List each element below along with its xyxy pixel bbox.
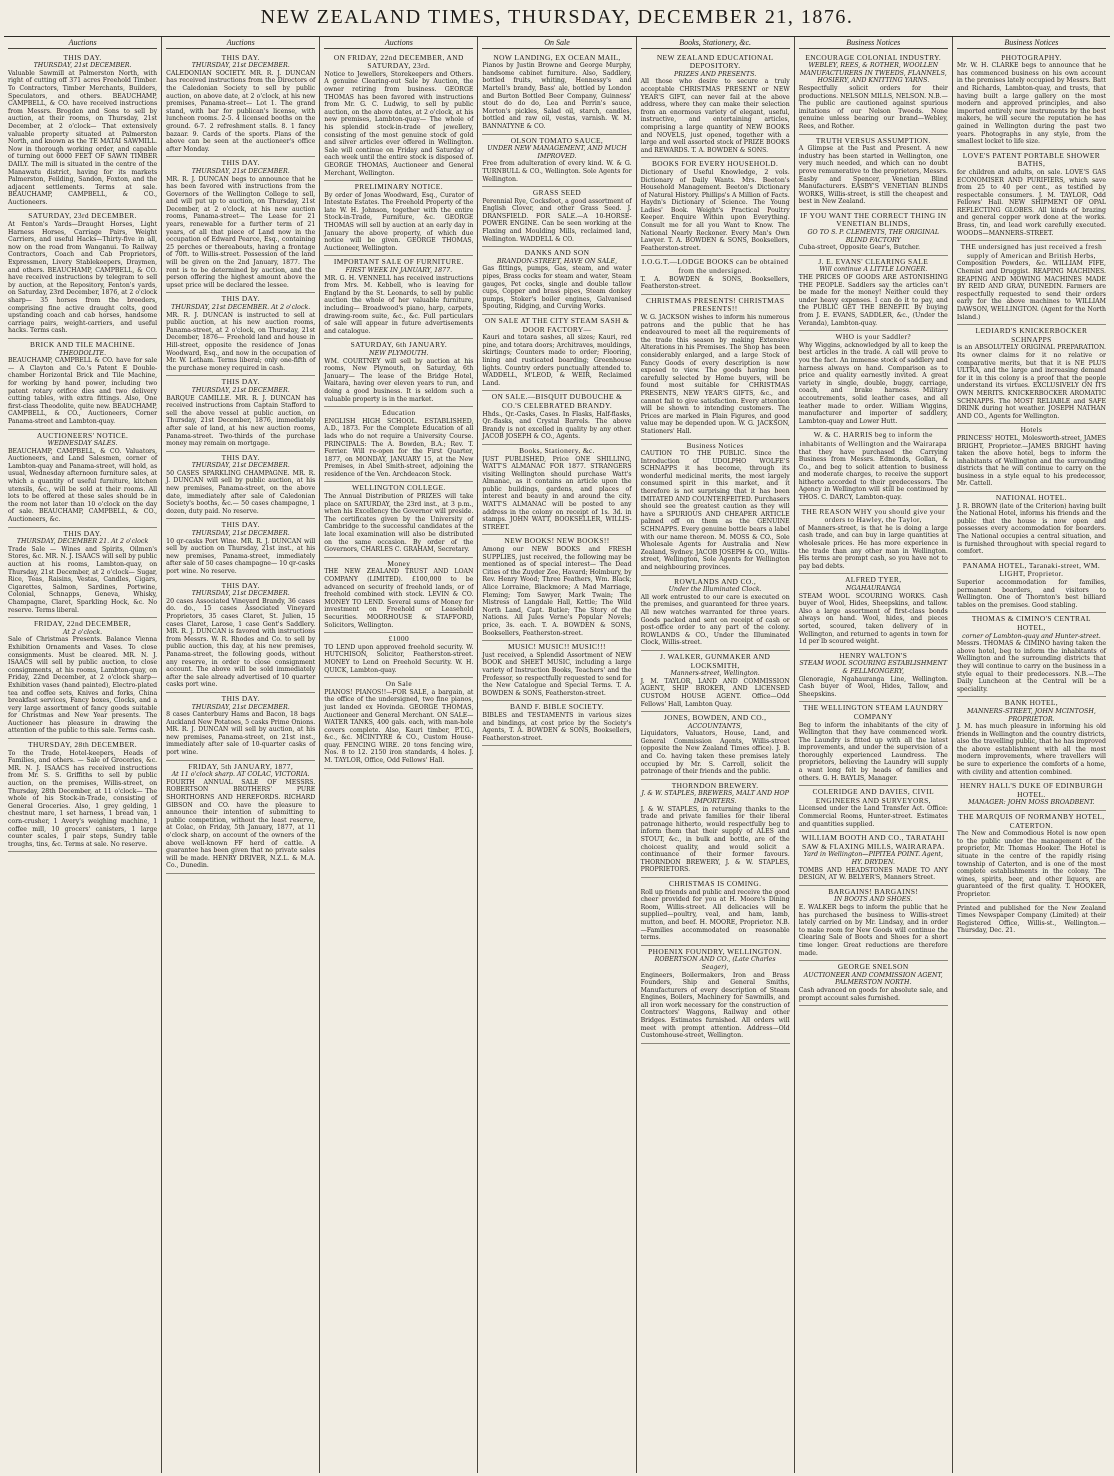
advertisement	[957, 560, 1106, 614]
ad-body: Hhds., Qr.-Casks, Cases. In Flasks, Half-flasks, Qr.-flasks, and Crystal Barrels. The above Brandy is not excelled in quality by any other. JACOB JOSEPH & CO., Agents.	[482, 410, 632, 441]
ad-heading: THIS DAY.	[63, 52, 102, 62]
ad-subheading: THURSDAY, 21st DECEMBER.	[191, 590, 290, 598]
ad-subheading: WEBLEY, REES, & ROTHER, WOOLLEN MANUFACTURERS IN TWEEDS, FLANNELS, HOSIERY, AND KNITTING YARNS.	[799, 62, 947, 85]
ad-body: MR. G. H. VENNELL has received instructions from Mrs. M. Kebbell, who is leaving for England by the St. Leonards, to sell by public auction the whole of her valuable furniture, including— Broadwood's piano, harp, carpets, drawing-room suite, &c., &c. Full particulars of sale will appear in future advertisements and catalogue.	[324, 274, 474, 335]
advertisement	[799, 256, 948, 331]
ad-body: ENGLISH HIGH SCHOOL. ESTABLISHED, A.D., 1873. For the Complete Education of all lads who do not require a University Course. PRINCIPALS: The A. Bowden, B.A.; Rev. T. Ferrier. Will re-open for the First Quarter, 1877, on MONDAY, JANUARY 15, at the New Premises, in Abel Smith-street, adjoining the residence of the Ven. Archdeacon Stock.	[324, 417, 474, 478]
ad-body: STEAM WOOL SCOURING WORKS. Cash buyer of Wool, Hides, Sheepskins, and tallow. Also a large assortment of first-class bonds always on hand. Wool, hides, and pieces sorted, scoured, taken delivery of in Wellington, and returned to agents in town for 1d per lb scoured weight.	[798, 592, 948, 646]
ad-heading: WILLIAM BOOTH AND CO., TARATAHI SAW & FLAXING MILLS, WAIRARAPA.	[801, 833, 945, 851]
ad-subheading: MANNERS-STREET, JOHN MCINTOSH, PROPRIETOR.	[966, 707, 1096, 723]
column-heading: Books, Stationery, &c.	[641, 39, 790, 49]
ad-subheading: BRANDON-STREET, HAVE ON SALE,	[496, 257, 618, 265]
advertisement	[799, 331, 948, 429]
ad-body: By order of Jonas Woodward, Esq., Curator of Intestate Estates. The Freehold Property of the late W. H. Johnson, together with the entire Stock-in-Trade, Furniture, &c. GEORGE THOMAS will sell by auction at an early day in January the above property, of which due notice will be given. GEORGE THOMAS, Auctioneer, Wellington.	[324, 191, 474, 252]
ad-heading: J. E. EVANS' CLEARING SALE	[818, 256, 929, 266]
advertisement	[324, 633, 473, 678]
ad-body: is an ABSOLUTELY ORIGINAL PREPARATION. Its owner claims for it no relative or comparative merits, but that it is NE PLUS ULTRA, and the large and increasing demand for it in this colony is a proof that the people understand its virtues. EXCLUSIVELY ON ITS OWN MERITS. KNICKERBOCKER AROMATIC SCHNAPPS. The MOST RELIABLE and SAFE DRINK during hot weather. JOSEPH NATHAN AND CO., Agents for Wellington.	[956, 344, 1106, 420]
advertisement	[324, 407, 473, 482]
ad-body: Respectfully solicit orders for their productions. NELSON MILLS, NELSON. N.B.—The public are cautioned against spurious imitations of our Nelson Tweeds. None genuine unless bearing our brand—Webley, Rees, and Rother.	[798, 84, 948, 130]
ad-body: Pianos by Justin Browne and George Murphy, handsome cabinet furniture. Also, Saddlery, bottled fruits, whiting, Hennessy's and Martell's brandy, Bass' ale, bottled by London and Burton Bottled Beer Company, Guinness' stout do do do, Lea and Perrin's sauce, Morton's pickles, Salad oil, starch, candles, bottled and raw oil, vestas, varnish. W. M. BANNATYNE & CO.	[482, 62, 632, 130]
ad-subheading: THURSDAY, 21st DECEMBER.	[191, 530, 290, 538]
advertisement	[641, 946, 790, 1044]
ad-heading: ON SALE.—BISQUIT DUBOUCHE & CO.'S CELEBRATED BRANDY.	[491, 392, 623, 410]
ad-heading: THIS DAY.	[221, 580, 260, 590]
ad-subheading: MANAGER: JOHN MOSS BROADBENT.	[968, 799, 1095, 807]
ad-body: J. M. has much pleasure in informing his old friends in Wellington and the country districts, also the travelling public, that he has improved the above establishment with all the most modern improvements, where travellers will be sure to experience the comforts of a home, with civility and attention combined.	[956, 723, 1106, 776]
ad-heading: GRASS SEED	[532, 188, 582, 198]
ad-subheading: AUCTIONEER AND COMMISSION AGENT, PALMERSTON NORTH.	[803, 971, 943, 987]
ad-subheading: THURSDAY, 21st DECEMBER.	[191, 167, 290, 175]
advertisement	[482, 445, 631, 536]
ad-body: 10 qr-casks Port Wine. MR. R. J. DUNCAN will sell by auction on Thursday, 21st inst., at his new premises, Panama-street, immediately after sale of 50 cases champagne— 10 qr-casks port wine. No reserve.	[166, 537, 316, 575]
ad-subheading: WEDNESDAY SALES.	[47, 440, 118, 448]
ad-body: Valuable Sawmill at Palmerston North, with right of cutting off 371 acres Freehold Timber. To Contractors, Timber Merchants, Builders, Speculators, and others. BEAUCHAMP, CAMPBELL, & CO. have received instructions from Messrs. Brogden and Sons to sell by auction, at their rooms, on Thursday, 21st December, at 2 o'clock— That extensively valuable property situated at Palmerston North, and known as the TE MATAI SAWMILL. Now in thorough working order, and capable of turning out 6000 FEET OF SAWN TIMBER DAILY. The mill is situated in the centre of the Manawatu district, having for its markets Palmerston, Feilding, Sandon, Foxton, and the adjacent settlements. Terms at sale. BEAUCHAMP, CAMPBELL, & CO., Auctioneers.	[8, 69, 158, 206]
ad-heading: THOMAS & CIMINO'S CENTRAL HOTEL,	[971, 614, 1091, 632]
ad-heading: THE REASON WHY you should give your orders to Hawley, the Taylor,	[801, 506, 945, 525]
advertisement	[641, 52, 790, 159]
ad-heading: THIS DAY.	[221, 520, 260, 530]
ad-heading: Books, Stationery, &c.	[519, 445, 595, 455]
ad-body: BEAUCHAMP, CAMPBELL & CO. have for sale— A Clayton and Co.'s Patent E Double-chamber Horizontal Brick and Tile Machine, for working by hand power, including two patent rotary orifice dies and two delivery cutting tables, with extra fittings. Also, One first-class Theodolite, quite new. BEAUCHAMP, CAMPBELL, & CO., Auctioneers, Corner Panama-street and Lambton-quay.	[8, 357, 158, 425]
ad-heading: THIS DAY.	[221, 52, 260, 62]
advertisement	[799, 650, 948, 703]
ad-heading: NATIONAL HOTEL.	[995, 493, 1067, 503]
ad-heading: THURSDAY, 28th DECEMBER.	[28, 740, 138, 750]
advertisement	[324, 678, 473, 769]
ad-body: E. WALKER begs to inform the public that he has purchased the business to Willis-street lately carried on by Mr. Lindsay, and in order to make room for New Goods will continue the Clearing Sale of Boots and Shoes for a short time longer. Great reductions are therefore made.	[798, 903, 948, 957]
ad-heading: MUSIC! MUSIC!! MUSIC!!!	[508, 642, 606, 652]
ad-heading: THORNDON BREWERY.	[671, 780, 759, 790]
ad-heading: LEDIARD'S KNICKERBOCKER SCHNAPPS	[975, 326, 1088, 344]
ad-heading: BOOKS FOR EVERY HOUSEHOLD.	[651, 159, 779, 169]
ad-subheading: STEAM WOOL SCOURING ESTABLISHMENT & FELLMONGERY,	[799, 660, 948, 675]
ad-heading: PHOTOGRAPHY.	[1001, 52, 1062, 62]
advertisement	[482, 247, 631, 315]
column	[319, 37, 477, 1473]
column	[794, 37, 952, 1473]
ad-body: Beg to inform the inhabitants of the city of Wellington that they have commenced work. The Laundry is fitted up with all the latest improvements, and under the supervision of a thoroughly experienced Laundress. The proprietors, believing the Laundry will supply a want long felt by heads of families and others. G. H. BAYLIS, Manager.	[798, 721, 948, 782]
ad-body: Messrs. THOMAS & CIMINO having taken the above hotel, beg to inform the inhabitants of Wellington and the surrounding districts that they will continue to carry on the business in a style equal to their predecessors. N.B.—The Daily Luncheon at the Central will be a speciality.	[956, 640, 1106, 693]
advertisement	[799, 429, 948, 505]
ad-body: MR. R. J. DUNCAN is instructed to sell at public auction, at his new auction rooms, Panama-street, at 2 o'clock, on Thursday, 21st December, 1876— Freehold land and house in Hill-street, opposite the residence of Jonas Woodward, Esq., and now in the occupation of Mr. W. Letham. Terms liberal; only one-fifth of the purchase money required in cash.	[166, 311, 316, 372]
ad-subheading: THEODOLITE.	[59, 349, 107, 357]
column-heading: Business Notices	[799, 39, 948, 49]
ad-subheading: Yard in Wellington—PIPITEA POINT. Agent, HY. DRYDEN.	[803, 851, 943, 866]
advertisement	[482, 535, 631, 641]
ad-subheading: NEW PLYMOUTH.	[369, 349, 429, 357]
ad-heading: THIS DAY.	[221, 377, 260, 387]
ad-heading: THIS DAY.	[221, 158, 260, 168]
advertisement	[641, 576, 790, 651]
ad-heading: BANK HOTEL,	[1004, 698, 1059, 708]
ad-heading: DANKS AND SON	[524, 248, 590, 258]
ad-subheading: At 2 o'clock.	[62, 628, 103, 636]
ad-body: At Fenton's Yards—Draught Horses, Light Harness Horses, Carriage Pairs, Weight Carriers, and useful Hacks—Thirty-five in all, now on the road from Wanganui. To Railway Contractors, Coach and Cab Proprietors, Expressmen, Livery Stablekeepers, Draymen, and others. BEAUCHAMP, CAMPBELL, & CO. have received instructions by telegram to sell by auction, at the Repository, Fenton's yards, on Saturday, 23rd December, 1876, at 2 o'clock sharp— 35 horses from the breeders, comprising fine active draught colts, good upstanding coach and cab horses, handsome carriage pairs, weight-carriers, and useful hacks. Terms cash.	[8, 221, 158, 335]
ad-heading: W. & C. HARRIS beg to inform the inhabitants of Wellington and the Wairarapa	[799, 430, 947, 448]
advertisement	[8, 739, 157, 852]
advertisement	[641, 440, 790, 576]
column-heading: Auctions	[8, 39, 157, 49]
advertisement	[957, 780, 1106, 811]
ad-heading: J. WALKER, GUNMAKER AND LOCKSMITH,	[659, 651, 771, 670]
advertisement	[957, 424, 1106, 492]
ad-subheading: Will continue A LITTLE LONGER.	[819, 266, 928, 274]
advertisement	[8, 52, 157, 211]
ad-body: WM. COURTNEY will sell by auction at his rooms, New Plymouth, on Saturday, 6th January— The lease of the Bridge Hotel, Waitara, having over eleven years to run, and doing a good business. It is seldom such a valuable property is in the market.	[324, 357, 474, 403]
advertisement	[957, 811, 1106, 903]
advertisement	[482, 701, 631, 746]
advertisement	[166, 693, 315, 761]
ad-subheading: THURSDAY, 21st DECEMBER. At 2 o'clock.	[171, 304, 311, 311]
ad-heading: AUCTIONEERS' NOTICE.	[36, 430, 129, 440]
column	[636, 37, 794, 1473]
advertisement	[482, 135, 631, 188]
ad-heading: THIS DAY.	[221, 693, 260, 703]
advertisement	[324, 339, 473, 407]
advertisement	[957, 492, 1106, 560]
advertisement	[8, 430, 157, 528]
ad-heading: Education	[382, 408, 416, 418]
ad-body: All those who desire to secure a truly acceptable CHRISTMAS PRESENT or NEW YEAR'S GIFT, can never fail at the above address, where they can make their selection from an enormous variety of elegant, useful, instructive, and entertaining articles, comprising a large quantity of NEW BOOKS and NOVELS, just opened, together with a large and well assorted stock of PRIZE BOOKS and REWARDS. T. A. BOWDEN & SONS.	[640, 78, 790, 154]
ad-subheading: UNDER NEW MANAGEMENT, AND MUCH IMPROVED.	[487, 145, 627, 160]
ad-heading: BARGAINS! BARGAINS!	[828, 886, 919, 896]
advertisement	[957, 903, 1106, 939]
ad-body: TO LEND upon approved freehold security. W. HUTCHISON, Solicitor, Featherston-street. MONEY to Lend on Freehold Security. W. H. QUICK, Lambton-quay.	[324, 643, 474, 674]
ad-body: Superior accommodation for families, permanent boarders, and visitors to Wellington. One of Thornton's best billiard tables on the premises. Good stabling.	[956, 579, 1106, 609]
ad-body: Printed and published for the New Zealand Times Newspaper Company (Limited) at their Registered Office, Willis-st., Wellington.—Thursday, Dec. 21.	[956, 904, 1106, 935]
ad-heading: HENRY WALTON'S	[839, 650, 908, 660]
ad-subheading: J. & W. STAPLES, BREWERS, MALT AND HOP IMPORTERS.	[641, 790, 789, 806]
ad-body: J. M. TAYLOR, LAND AND COMMISSION AGENT, SHIP BROKER, AND LICENSED CUSTOM HOUSE AGENT. Office—Odd Fellows' Hall, Lambton Quay.	[640, 677, 790, 708]
ad-heading: CHRISTMAS PRESENTS! CHRISTMAS PRESENTS!!	[645, 295, 785, 314]
ad-subheading: THURSDAY, DECEMBER 21. At 2 o'clock	[16, 538, 149, 546]
ad-subheading: corner of Lambton-quay and Hunter-street.	[962, 632, 1101, 640]
advertisement	[641, 712, 790, 780]
ad-heading: £1000	[388, 634, 410, 644]
column-heading: On Sale	[482, 39, 631, 49]
ad-heading: FRIDAY, 22nd DECEMBER,	[34, 619, 132, 629]
advertisement	[957, 241, 1106, 325]
ad-subheading: Manners-street, Wellington.	[670, 670, 760, 678]
ad-body: W. G. JACKSON wishes to inform his numerous patrons and the public that he has endeavoured to meet all the requirements of the trade this season by making Extensive Alterations in his Premises. The Shop has been considerably enlarged, and a large Stock of Fancy Goods of every description is now exposed to view. The goods having been carefully selected by Home buyers, will be found most suitable for CHRISTMAS PRESENTS, NEW YEAR'S GIFTS, &c., and cannot fail to give satisfaction. Every attention will be shown to intending customers. The Prices are marked in Plain Figures, and good value may be depended upon. W. G. JACKSON, Stationers' Hall.	[640, 314, 790, 435]
advertisement	[799, 210, 948, 256]
page-columns	[4, 36, 1110, 1473]
ad-subheading: FIRST WEEK IN JANUARY, 1877.	[345, 267, 453, 275]
column-heading: Auctions	[324, 39, 473, 49]
ad-heading: THE MARQUIS OF NORMANBY HOTEL, CATERTON.	[958, 812, 1105, 830]
ad-heading: JONES, BOWDEN, AND CO.,	[663, 713, 767, 723]
advertisement	[166, 376, 315, 451]
column	[477, 37, 635, 1473]
ad-body: Liquidators, Valuators, House, Land, and General Commission Agents, Willis-street (opposite the New Zealand Times office). J. B. and Co. having taken these premises lately occupied by Mr. S. Carroll, solicit the patronage of their friends and the public.	[640, 730, 790, 776]
ad-heading: THIS DAY.	[221, 452, 260, 462]
advertisement	[641, 295, 790, 440]
ad-heading: I.O.G.T.—LODGE BOOKS can be obtained from the undersigned.	[641, 257, 789, 276]
advertisement	[482, 391, 631, 445]
ad-body: Perennial Rye, Cocksfoot, a good assortment of English Clover, and other Grass Seed. J. DRANSFIELD. FOR SALE.—A 10-HORSE-POWER ENGINE. Can be seen working at the Flaxing and Moulding Mills, reclaimed land, Wellington. WADDELL & CO.	[482, 197, 632, 243]
advertisement	[482, 52, 631, 135]
ad-body: Notice to Jewellers, Storekeepers and Others. A genuine Clearing-out Sale by Auction, the owner retiring from business. GEORGE THOMAS has been favored with instructions from Mr. G. C. Ludwig, to sell by public auction, on the above dates, at 2 o'clock, at his new premises, Lambton-quay— The whole of his splendid stock-in-trade of jewellery, consisting of the most genuine stock of gold and silver articles ever offered in Wellington. Sale will continue on Friday and Saturday of each week until the entire stock is disposed of. GEORGE THOMAS, Auctioneer and General Merchant, Wellington.	[324, 70, 474, 177]
advertisement	[166, 52, 315, 158]
advertisement	[799, 506, 948, 575]
masthead	[0, 0, 1114, 34]
advertisement	[957, 52, 1106, 150]
ad-heading: SATURDAY, 6th JANUARY.	[350, 340, 448, 350]
ad-subheading: NGAHAURANGA	[845, 585, 901, 592]
column-heading: Auctions	[166, 39, 315, 49]
advertisement	[641, 780, 790, 878]
ad-body: J. & W. STAPLES, in returning thanks to the trade and private families for their liberal patronage hitherto, would respectfully beg to inform them that their supply of ALES and STOUT, &c., in bulk and bottle, are of the choicest quality, and would solicit a continuance of their former favours. THORNDON BREWERY, J. & W. STAPLES, PROPRIETORS.	[640, 805, 790, 874]
ad-body: 20 cases Associated Vineyard Brandy, 36 cases do. do., 15 cases Associated Vineyard Proprietors, 35 cases Claret, St. Julien, 15 cases Claret, Larose, 1 case Gent's Saddlery. MR. R. J. DUNCAN is favored with instructions from Messrs. W. R. Rhodes and Co. to sell by public auction, this day, at his new premises, Panama-street, the following goods, without any reserve, in order to close consignment account. The above will be sold immediately after the sale already advertised of 10 quarter casks port wine.	[166, 597, 316, 689]
advertisement	[482, 187, 631, 247]
ad-body: PRINCESS' HOTEL, Molesworth-street, JAMES BRIGHT, Proprietor.—JAMES BRIGHT having taken the above hotel, begs to inform the inhabitants of Wellington and the surrounding districts that he will continue to carry on the business in a style equal to his predecessor, Mr. Cattell.	[956, 434, 1106, 488]
ad-subheading: THURSDAY, 21st DECEMBER.	[191, 462, 290, 470]
ad-body: TOMBS AND HEADSTONES MADE TO ANY DESIGN, AT W. BELYER'S, Manners Street.	[798, 866, 948, 882]
advertisement	[324, 256, 473, 339]
ad-body: Licensed under the Land Transfer Act. Office: Commercial Rooms, Hunter-street. Estimates and quantities supplied.	[798, 805, 948, 828]
ad-body: Cuba-street, Opposite Gear's, Butcher.	[798, 244, 920, 252]
advertisement	[8, 528, 157, 619]
ad-body: MR. R. J. DUNCAN begs to announce that he has been favored with instructions from the Governors of the Wellington College to sell, and will put up to auction, on Thursday, 21st December, at 2 o'clock, at his new auction rooms, Panama-street— The Lease for 21 years, renewable for a further term of 21 years, of all that piece of Land now in the occupation of Edward Pearce, Esq., containing 25 perches or thereabouts, having a frontage of 70ft. to Willis-street. Possession of the land will be given on the 2nd January, 1877. The rent is to be determined by auction, and the person offering the highest amount above the upset price will be declared the lessee.	[166, 175, 316, 289]
ad-heading: SATURDAY, 23rd DECEMBER.	[28, 211, 137, 221]
ad-heading: THE undersigned has just received a fresh supply of American and British Herbs,	[960, 242, 1103, 260]
advertisement	[166, 580, 315, 693]
ad-subheading: THURSDAY, 21st DECEMBER.	[33, 62, 132, 70]
ad-body: J. R. BROWN (late of the Criterion) having built the National Hotel, informs his friends and the public that the house is now open and possesses every accommodation for boarders. The National occupies a central situation, and is furnished throughout with special regard to comfort.	[956, 502, 1106, 556]
ad-body: Mr. W. H. CLARKE begs to announce that he has commenced business on his own account in the premises lately occupied by Messrs. Batt and Richards, Lambton-quay, and trusts, that having built a large gallery on the most modern and approved principles, and also imported entirely new instruments by the best makers, he will secure the reputation he has gained in Wellington during the past two years. Photographs in any style, from the smallest locket to life size.	[956, 62, 1106, 146]
advertisement	[482, 315, 631, 391]
advertisement	[166, 519, 315, 579]
ad-body: Dictionary of Useful Knowledge, 2 vols. Dictionary of Daily Wants. Mrs. Beeton's Household Management. Beeton's Dictionary of Natural History. Phillips's A Million of Facts. Haydn's Dictionary of Science. The Young Ladies' Book. Weight's Practical Poultry Keeper. Enquire Within upon Everything. Consult me for all you Want to Know. The National Nearly Reckoner. Every Man's Own Lawyer. T. A. BOWDEN & SONS, Booksellers, Featherston-street.	[640, 168, 790, 252]
advertisement	[8, 339, 157, 430]
advertisement	[166, 761, 315, 874]
advertisement	[324, 482, 473, 557]
ad-heading: TRUTH VERSUS ASSUMPTION.	[815, 135, 931, 145]
ad-heading: IMPORTANT SALE OF FURNITURE.	[333, 257, 464, 267]
column-heading: Business Notices	[957, 39, 1106, 49]
ad-body: Gas fittings, pumps, Gas, steam, and water pipes, Brass cocks for steam and water, Steam gauges, Pet cocks, single and double tallow cups, Copper and brass pipes, Steam donkey pumps, Stoker's boiler engines, Galvanised Spouting, Ridging, and Curving Works.	[482, 265, 632, 311]
ad-heading: THIS DAY.	[221, 294, 260, 304]
advertisement	[799, 52, 948, 135]
ad-heading: IF YOU WANT THE CORRECT THING IN VENETIAN BLINDS,	[800, 210, 947, 229]
ad-body: Trade Sale — Wines and Spirits, Oilmen's Stores, &c. MR. N. J. ISAACS will sell by public auction at his rooms, Lambton-quay, on Thursday, 21st December, at 2 o'clock— Sugar, Rice, Teas, Raisins, Vestas, Candles, Cigars, Cigarettes, Salmon, Sardines, Portwine, Colonial, Schnapps, Geneva, Whisky, Champagne, Claret, Sparkling Hock, &c. No reserve. Terms liberal.	[8, 545, 158, 614]
ad-subheading: ROBERTSON AND CO., (Late Charles Seager),	[654, 956, 776, 971]
advertisement	[799, 702, 948, 786]
ad-subheading: At 11 o'clock sharp. AT COLAC, VICTORIA.	[171, 771, 310, 779]
ad-body: 8 cases Canterbury Hams and Bacon, 18 bags Auckland New Potatoes, 5 casks Prime Onions. MR. R. J. DUNCAN will sell by auction, at his new premises, Panama-street, on 21st inst., immediately after sale of 10-quarter casks of port wine.	[166, 711, 316, 757]
ad-heading: PRELIMINARY NOTICE.	[354, 182, 443, 192]
ad-heading: ENCOURAGE COLONIAL INDUSTRY.	[805, 52, 942, 62]
advertisement	[8, 618, 157, 739]
ad-body: FOURTH ANNUAL SALE OF MESSRS. ROBERTSON BROTHERS' PURE SHORTHORNS AND HEREFORDS. RICHARD GIBSON and CO. have the pleasure to announce their intention of submitting to public competition, without the least reserve, at Colac, on Friday, 5th January, 1877, at 11 o'clock sharp, on account of the owners of the above well-known FF herd of cattle. A guarantee has been given that no private sales will be made. HENRY DRIVER, N.Z.L. & M.A. Co., Dunedin.	[166, 778, 316, 870]
ad-heading: HENRY HALL'S DUKE OF EDINBURGH HOTEL.	[960, 781, 1103, 799]
ad-body: BARQUE CAMILLE. MR. R. J. DUNCAN has received instructions from Captain Stafford to sell the above vessel at public auction, on Thursday, 21st December, 1876, immediately after sale of land, at his new auction rooms, Panama-street. Two-thirds of the purchase money may remain on mortgage.	[166, 394, 316, 448]
ad-body: All work entrusted to our care is executed on the premises, and guaranteed for three years. All new watches warranted for three years. Goods packed and sent on receipt of cash or post-office order to any part of the colony. ROWLANDS & CO., Under the Illuminated Clock, Willis-street.	[640, 593, 790, 647]
column	[161, 37, 319, 1473]
ad-heading: ON SALE AT THE CITY STEAM SASH & DOOR FACTORY—	[484, 316, 630, 334]
ad-heading: ON FRIDAY, 22nd DECEMBER, AND SATURDAY, 23rd.	[333, 52, 464, 71]
ad-body: for children and adults, on sale. LOVE'S GAS ECONOMISER AND PURIFIERS, which save from 25 to 40 per cent., as testified by respectable consumers. J. M. TAYLOR, Odd Fellows' Hall. NEW SHIPMENT OF OPAL REFLECTING GLOBES. All kinds of brazing and general copper work done at the works. Brass, tin, and lead work carefully executed. WOODS—MANNERS-STREET.	[956, 168, 1106, 237]
ad-heading: FRIDAY, 5th JANUARY, 1877,	[188, 761, 294, 771]
ad-heading: LOVE'S PATENT PORTABLE SHOWER BATHS,	[962, 150, 1101, 169]
ad-heading: COLERIDGE AND DAVIES, CIVIL ENGINEERS AND SURVEYORS,	[812, 787, 935, 805]
ad-subheading: Under the Illuminated Clock.	[668, 586, 762, 594]
ad-heading: On Sale	[385, 679, 413, 689]
advertisement	[324, 181, 473, 256]
ad-heading: BRICK AND TILE MACHINE.	[30, 339, 136, 349]
ad-body: CAUTION TO THE PUBLIC. Since the Introduction of UDOLPHO WOLFE'S SCHNAPPS it has become, through its wonderful medicinal merits, the most largely consumed spirit in this market, and it therefore is not surprising that it has been IMITATED AND COUNTERFEITED. Purchasers should see the greatest caution as they will have a SPURIOUS AND CHEAPER ARTICLE palmed off on them as the GENUINE SCHNAPPS. Every genuine bottle bears a label with our name thereon. M. MOSS & CO., Sole Wholesale Agents for Australia and New Zealand, Sydney. JACOB JOSEPH & CO., Willis-street, Wellington, Sole Agents for Wellington and neighbouring provinces.	[640, 450, 790, 571]
ad-body: Just received, a Splendid Assortment of NEW BOOK and SHEET MUSIC, including a large variety of Instruction Books, Teachers' and the Professor, so respectfully requested to send for the New Catalogue and Special Terms. T. A. BOWDEN & SONS, Featherston-street.	[482, 651, 632, 697]
ad-body: Kauri and totara sashes, all sizes; Kauri, red pine, and totara doors; Architraves, mouldings, skirtings; Counters made to order; Flooring, lining and rusticated boarding; Greenhouse lights. Country orders punctually attended to. WADDELL, M'LEOD, & WEIR, Reclaimed Land.	[482, 334, 632, 387]
advertisement	[957, 613, 1106, 697]
ad-heading: THIS DAY.	[63, 528, 102, 538]
advertisement	[8, 210, 157, 339]
ad-body: PIANOS! PIANOS!!—FOR SALE, a bargain, at the office of the undersigned, two fine pianos, just landed ex Hovinda. GEORGE THOMAS, Auctioneer and General Merchant. ON SALE—WATER TANKS, 400 gals. each, with man-hole covers complete. Also, Kauri timber, P.T.G., &c., &c. MCINTYRE & CO., Custom House-quay. FENCING WIRE. 20 tons fencing wire, Nos. 8 to 12. 2150 iron standards, 4 holes. J. M. TAYLOR, Office, Odd Fellows' Hall.	[324, 688, 474, 765]
ad-heading: NOW LANDING, EX OCEAN MAIL,	[493, 52, 621, 62]
advertisement	[166, 157, 315, 293]
advertisement	[957, 150, 1106, 242]
ad-heading: PANAMA HOTEL, Taranaki-street, WM. LIGHT, Proprietor.	[962, 560, 1101, 579]
advertisement	[799, 961, 948, 1006]
ad-body: Glenoragie, Ngahauranga Line, Wellington. Cash buyer of Wool, Hides, Tallow, and Sheepskins.	[798, 675, 948, 698]
ad-body: of Manners-street, is that he is doing a large cash trade, and can buy in large quantities at wholesale prices. He has more experience in the trade than any other man in Wellington. His terms are prompt cash, so you have not to pay bad debts.	[798, 524, 948, 570]
ad-body: To the Trade, Hotel-keepers, Heads of Families, and others. — Sale of Groceries, &c. MR. N. J. ISAACS has received instructions from Mr. S. S. Griffiths to sell by public auction, on the premises, Willis-street, on Thursday, 28th December, at 11 o'clock— The whole of his Stock-in-Trade, consisting of General Groceries. Also, 1 grey gelding, 1 chestnut mare, 1 set harness, 1 bread van, 1 corn-crusher, 1 Avery's weighing machine, 1 coffee mill, 10 grocers' canisters, 1 large counter scales, 1 pair steps, Sundry table troughs, tins, &c. Terms at sale. No reserve.	[8, 749, 158, 848]
ad-body: BIBLES and TESTAMENTS in various sizes and bindings, at cost price by the Society's Agents, T. A. BOWDEN & SONS, Booksellers, Featherston-street.	[482, 711, 632, 742]
ad-body: THE PRICES OF GOODS ARE ASTONISHING THE PEOPLE. Saddlers say the articles can't be made for the money! Neither could they under heavy expenses. I can do it to pay, and the PUBLIC GET THE BENEFIT. By buying from J. E. EVANS, SADDLER, &c., (Under the Veranda), Lambton-quay.	[798, 274, 948, 327]
ad-heading: BAND F. BIBLE SOCIETY.	[509, 702, 605, 712]
ad-heading: PHOENIX FOUNDRY, WELLINGTON.	[648, 946, 783, 956]
ad-subheading: GO TO S. P. CLEMENTS, THE ORIGINAL BLIND FACTORY	[807, 229, 940, 244]
ad-body: Sale of Christmas Presents. Balance Vienna Exhibition Ornaments and Vases. To close consignments. Must be cleared. MR. N. J. ISAACS will sell by public auction, to close consignments, at his rooms, Lambton-quay, on Friday, 22nd December, at 2 o'clock sharp— Exhibition vases (hand painted), Electro-plated tea and coffee sets, Knives and forks, China breakfast services, Fancy boxes, Clocks, and a very large assortment of fancy goods suitable for Christmas and New Year presents. The Auctioneer has pleasure in drawing the attention of the public to this sale. Terms cash.	[8, 636, 158, 735]
ad-heading: OLSON TOMATO SAUCE,	[510, 135, 604, 145]
advertisement	[641, 256, 790, 294]
ad-body: Why Wiggins, acknowledged by all to keep the best articles in the trade. A call will prove to you the fact. An immense stock of saddlery and harness always on hand. Comparison as to price and quality earnestly invited. A great variety in single, double, buggy, carriage, coach, and brake harness. Military accoutrements, solid leather cases, and all leather made to order. William Wiggins, manufacturer and importer of saddlery, Lambton-quay and Lower Hutt.	[798, 341, 948, 425]
advertisement	[799, 832, 948, 886]
advertisement	[799, 786, 948, 832]
ad-body: The Annual Distribution of PRIZES will take place on SATURDAY, the 23rd inst., at 3 p.m., when his Excellency the Governor will preside. The certificates given by the University of Cambridge to the successful candidates at the late local examination will also be distributed on the same occasion. By order of the Governors, CHARLES C. GRAHAM, Secretary.	[324, 493, 474, 554]
advertisement	[324, 558, 473, 633]
ad-body: BEAUCHAMP, CAMPBELL, & CO. Valuators, Auctioneers, and Land Salesmen, corner of Lambton-quay and Panama-street, will hold, as usual, Wednesday afternoon furniture sales, at which a quantity of useful furniture, kitchen utensils, &c., will be sold at their rooms. All lots to be offered at these sales should be in the room not later than 10 o'clock on the day of sale. BEAUCHAMP, CAMPBELL, & CO., Auctioneers, &c.	[8, 447, 158, 524]
ad-heading: ALFRED TYER,	[845, 575, 902, 585]
ad-body: The New and Commodious Hotel is now open to the public under the management of the proprietor, Mr. Thomas Hooker. The Hotel is situate in the centre of the rapidly rising township of Caterton, and is one of the most complete establishments in the colony. The wines, spirits, beer, and other liquors, are guaranteed of the first quality. T. HOOKER, Proprietor.	[956, 830, 1106, 898]
advertisement	[799, 574, 948, 649]
ad-subheading: THURSDAY, 21st DECEMBER.	[191, 62, 290, 70]
advertisement	[641, 158, 790, 256]
ad-heading: Business Notices	[686, 440, 744, 450]
ad-heading: Money	[387, 558, 411, 568]
advertisement	[641, 878, 790, 946]
ad-body: 50 CASES SPARKLING CHAMPAGNE. MR. R. J. DUNCAN will sell by public auction, at his new premises, Panama-street, on the above date, immediately after sale of Caledonian Society's booths, &c.— 50 cases champagne, 1 dozen, duty paid. No reserve.	[166, 469, 316, 515]
ad-body: that they have purchased the Carrying Business from Messrs. Edmonds, Gollan, & Co., and beg to solicit attention to business and moderate charges, to receive the support hitherto accorded to their predecessors. The Agency in Wellington will still be continued by THOS. C. DARCY, Lambton-quay.	[798, 448, 948, 502]
column	[952, 37, 1110, 1473]
advertisement	[166, 293, 315, 376]
ad-body: THE NEW ZEALAND TRUST AND LOAN COMPANY (LIMITED). £100,000 to be advanced on security of freehold lands, or of freehold combined with stock. LEVIN & CO. MONEY TO LEND. Several sums of Money for investment on Freehold or Leasehold Securities. MOORHOUSE & STAFFORD, Solicitors, Wellington.	[324, 568, 474, 629]
ad-body: Free from adulteration of every kind. W. & G. TURNBULL & CO., Wellington. Sole Agents for Wellington.	[482, 160, 632, 183]
advertisement	[324, 52, 473, 182]
ad-heading: NEW ZEALAND EDUCATIONAL DEPOSITORY.	[656, 52, 774, 71]
ad-heading: CHRISTMAS IS COMING.	[668, 878, 762, 888]
ad-heading: ROWLANDS AND CO.,	[674, 576, 757, 586]
ad-body: Engineers, Boilermakers, Iron and Brass Founders, Ship and General Smiths, Manufacturers of every description of Steam Engines, Boilers, Machinery for Sawmills, and all iron work necessary for the construction of Contractors' Waggons, Railway and other Bridges. Estimates furnished. All orders will meet with prompt attention. Address—Old Customhouse-street, Wellington.	[640, 971, 790, 1040]
advertisement	[957, 697, 1106, 780]
advertisement	[482, 641, 631, 701]
ad-subheading: ACCOUNTANTS,	[687, 722, 743, 730]
ad-body: Composition Powders, &c. WILLIAM FIFE, Chemist and Druggist. REAPING MACHINES. REAPING AND MOWING MACHINES MADE BY REID AND GRAY, DUNEDIN. Farmers are respectfully requested to send their orders early for the above machines to WILLIAM DAWSON, WELLINGTON. (Agent for the North Island.)	[956, 260, 1106, 321]
advertisement	[799, 135, 948, 210]
ad-body: A Glimpse at the Past and Present. A new industry has been started in Wellington, one very much needed, and which can no doubt prove remunerative to the proprietors, Messrs. Easby and Spencer, Venetian Blind Manufacturers. EASBY'S VENETIAN BLINDS WORKS, Willis-street, is still the cheapest and best in New Zealand.	[798, 145, 948, 206]
ad-heading: WELLINGTON COLLEGE.	[352, 483, 446, 493]
column	[4, 37, 161, 1473]
ad-body: Cash advanced on goods for absolute sale, and prompt account sales furnished.	[798, 986, 948, 1002]
ad-heading: NEW BOOKS! NEW BOOKS!!	[504, 536, 610, 546]
advertisement	[799, 886, 948, 961]
ad-body: JUST PUBLISHED, Price ONE SHILLING, WATT'S ALMANAC FOR 1877. STRANGERS visiting Wellington should purchase Watt's Almanac, as it contains an article upon the public buildings, gardens, and places of interest and beauty in and around the city. WATT'S ALMANAC will be posted to any address in the colony on receipt of 1s. 3d. in stamps. JOHN WATT, BOOKSELLER, WILLIS-STREET.	[482, 455, 632, 531]
ad-subheading: THURSDAY, 21st DECEMBER.	[191, 703, 290, 711]
ad-heading: Hotels	[1020, 425, 1043, 435]
newspaper-title: NEW ZEALAND TIMES, THURSDAY, DECEMBER 21, 1876.	[260, 6, 854, 28]
ad-body: Roll up friends and public and receive the good cheer provided for you at H. Moore's Dining Room, Willis-street. All delicacies will be supplied—poultry, veal, and ham, lamb, mutton, and beef. H. MOORE, Proprietor. N.B.—Families accommodated on reasonable terms.	[640, 888, 790, 942]
ad-body: Among our NEW BOOKS and FRESH SUPPLIES, just received, the following may be mentioned as of special interest— The Dead Cities of the Zuyder Zee, Havard; Holmbury, by Rev. Henry Wood; Three Feathers, Wm. Black; Alice Lorraine, Blackmore; A Mad Marriage, Fleming; Tom Sawyer, Mark Twain; The Mistress of Langdale Hall, Kettle; The Wild North Land, Capt. Butler; The Story of the Nations. All Jules Verne's Popular Novels; price, 3s. each. T. A. BOWDEN & SONS, Booksellers, Featherston-street.	[482, 546, 632, 637]
ad-subheading: PRIZES AND PRESENTS.	[674, 70, 757, 78]
advertisement	[166, 452, 315, 520]
ad-body: CALEDONIAN SOCIETY. MR. R. J. DUNCAN has received instructions from the Directors of the Caledonian Society to sell by public auction, on above date, at 2 o'clock, at his new premises, Panama-street— Lot 1. The grand stand, with bar for publican's license, with luncheon rooms. 2-5. 4 licensed booths on the ground. 6-7. 2 refreshment stalls. 8. 1 fancy bazaar. 9. Cards of the sports. Plans of the above can be seen at the auctioneer's office after Monday.	[166, 69, 316, 153]
ad-subheading: IN BOOTS AND SHOES.	[834, 896, 913, 904]
advertisement	[957, 325, 1106, 424]
ad-heading: GEORGE SNELSON	[837, 962, 909, 972]
ad-subheading: THURSDAY, 21st DECEMBER.	[191, 386, 290, 394]
ad-heading: THE WELLINGTON STEAM LAUNDRY COMPANY	[803, 703, 944, 721]
advertisement	[641, 651, 790, 712]
ad-heading: WHO is your Saddler?	[835, 332, 912, 342]
ad-body: T. A. BOWDEN & SONS, Booksellers, Featherston-street.	[640, 275, 790, 291]
